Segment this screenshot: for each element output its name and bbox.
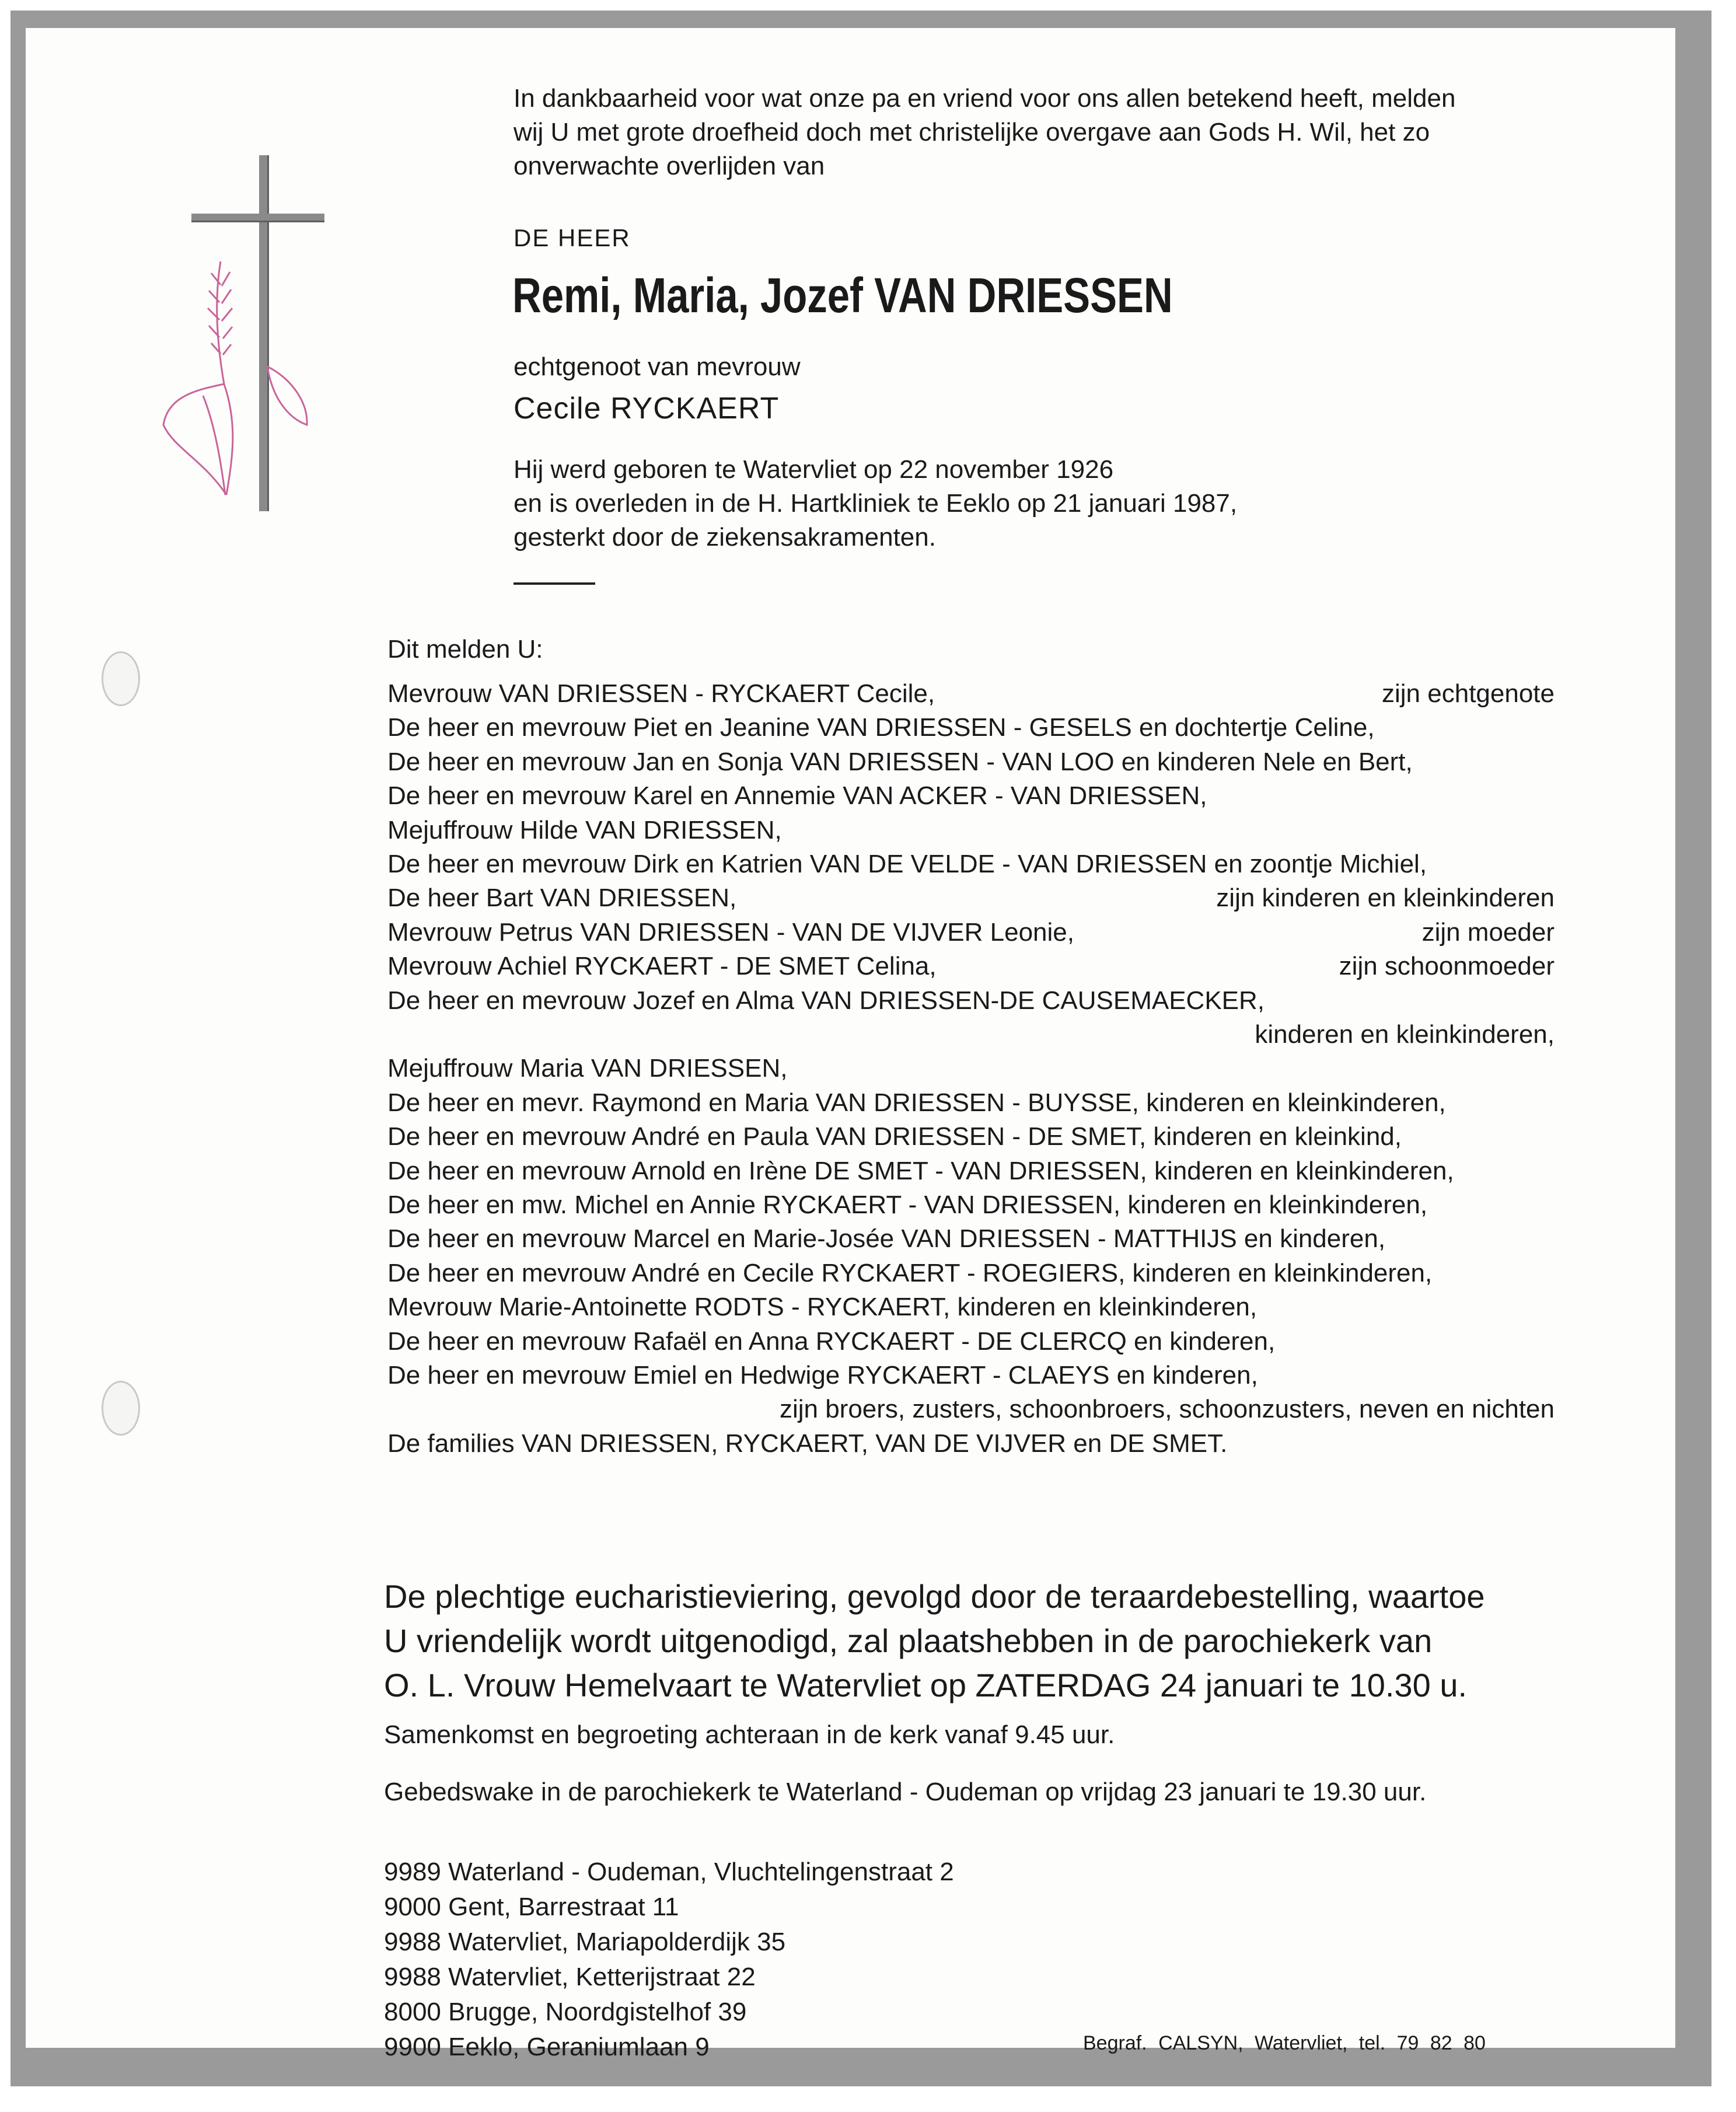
announcer-name: De heer en mevrouw Arnold en Irène DE SMET - VAN DRIESSEN, kinderen en kleinkinderen,: [387, 1156, 1454, 1185]
announcer-name: De heer en mevrouw Piet en Jeanine VAN DRIESSEN - GESELS en dochtertje Celine,: [387, 713, 1375, 742]
announcer-row: [387, 779, 1555, 813]
announcer-name: Mejuffrouw Hilde VAN DRIESSEN,: [387, 815, 782, 844]
announcer-name: De heer en mevrouw Marcel en Marie-Josée VAN DRIESSEN - MATTHIJS en kinderen,: [387, 1224, 1386, 1254]
announcer-row: [387, 745, 1555, 779]
announcer-relation: zijn echtgenote: [1382, 679, 1555, 708]
divider: [514, 582, 595, 585]
announcer-name: Mejuffrouw Maria VAN DRIESSEN,: [387, 1054, 788, 1083]
announcer-name: De heer en mevrouw André en Cecile RYCKAERT - ROEGIERS, kinderen en kleinkinderen,: [387, 1258, 1433, 1287]
announcer-row: [387, 1222, 1555, 1256]
addresses: [384, 1855, 954, 2065]
birth-death-info: [514, 453, 1237, 554]
announcer-name: Mevrouw Achiel RYCKAERT - DE SMET Celina,: [387, 952, 937, 981]
cross-horizontal-beam: [191, 214, 324, 221]
announcer-row: [387, 1392, 1555, 1426]
announcer-row: [387, 984, 1555, 1018]
ceremony-text: [384, 1575, 1485, 1708]
deceased-name: Remi, Maria, Jozef VAN DRIESSEN: [512, 268, 1173, 323]
announcer-row: [387, 949, 1555, 983]
announcer-name: De heer Bart VAN DRIESSEN,: [387, 884, 737, 913]
announcer-row: [387, 1120, 1555, 1154]
announcer-name: De heer en mevrouw André en Paula VAN DRIESSEN - DE SMET, kinderen en kleinkind,: [387, 1122, 1402, 1151]
punch-hole-bottom: [102, 1381, 140, 1436]
announcer-name: De heer en mevrouw Karel en Annemie VAN ACKER - VAN DRIESSEN,: [387, 781, 1207, 811]
announcer-row: [387, 1018, 1555, 1052]
announcer-row: [387, 1256, 1555, 1290]
address-line: 9988 Watervliet, Mariapolderdijk 35: [384, 1928, 786, 1956]
spouse-label: echtgenoot van mevrouw: [514, 352, 801, 381]
announcer-name: De heer en mevr. Raymond en Maria VAN DRIESSEN - BUYSSE, kinderen en kleinkinderen,: [387, 1088, 1446, 1117]
spouse-name: Cecile RYCKAERT: [514, 392, 780, 425]
announcer-row: [387, 677, 1555, 711]
punch-hole-top: [102, 651, 140, 706]
memorial-card: [26, 28, 1675, 2061]
announcer-name: De heer en mevrouw Dirk en Katrien VAN DE VELDE - VAN DRIESSEN en zoontje Michiel,: [387, 850, 1427, 878]
announcer-name: De heer en mw. Michel en Annie RYCKAERT - VAN DRIESSEN, kinderen en kleinkinderen,: [387, 1191, 1428, 1219]
announcer-row: [387, 847, 1555, 881]
announcer-row: [387, 1427, 1555, 1461]
announcer-name: Mevrouw Petrus VAN DRIESSEN - VAN DE VIJVER Leonie,: [387, 917, 1074, 947]
undertaker-info: Begraf. CALSYN, Watervliet, tel. 79 82 80: [1083, 2032, 1486, 2054]
address-line: 9988 Watervliet, Ketterijstraat 22: [384, 1963, 756, 1991]
address-line: 8000 Brugge, Noordgistelhof 39: [384, 1998, 747, 2026]
address-line: 9000 Gent, Barrestraat 11: [384, 1893, 679, 1921]
announcer-row: [387, 1188, 1555, 1222]
address-line: 9989 Waterland - Oudeman, Vluchtelingenstraat 2: [384, 1858, 954, 1886]
intro-line: onverwachte overlijden van: [514, 152, 825, 180]
announcer-row: [387, 711, 1555, 745]
deceased-title: DE HEER: [514, 224, 631, 252]
announcer-name: De families VAN DRIESSEN, RYCKAERT, VAN DE VIJVER en DE SMET.: [387, 1429, 1228, 1458]
announcer-relation: zijn schoonmoeder: [1339, 952, 1555, 981]
announcer-name: Mevrouw Marie-Antoinette RODTS - RYCKAERT, kinderen en kleinkinderen,: [387, 1293, 1258, 1322]
announcer-row: [387, 1154, 1555, 1188]
announcer-name: De heer en mevrouw Emiel en Hedwige RYCKAERT - CLAEYS en kinderen,: [387, 1361, 1258, 1390]
announcer-row: [387, 881, 1555, 915]
announcer-relation: zijn kinderen en kleinkinderen: [1216, 884, 1555, 913]
ceremony-line: O. L. Vrouw Hemelvaart te Watervliet op ZATERDAG 24 januari te 10.30 u.: [384, 1667, 1468, 1703]
announcer-row: [387, 1359, 1555, 1392]
ceremony-line: De plechtige eucharistieviering, gevolgd door de teraardebestelling, waartoe: [384, 1578, 1485, 1615]
ceremony-line: U vriendelijk wordt uitgenodigd, zal plaatshebben in de parochiekerk van: [384, 1622, 1433, 1659]
intro-line: In dankbaarheid voor wat onze pa en vriend voor ons allen betekend heeft, melden: [514, 84, 1456, 113]
intro-text: [514, 82, 1455, 183]
announcer-row: [387, 1052, 1555, 1085]
intro-line: wij U met grote droefheid doch met christelijke overgave aan Gods H. Wil, het zo: [514, 118, 1430, 146]
announcer-name: Mevrouw VAN DRIESSEN - RYCKAERT Cecile,: [387, 679, 935, 708]
announcer-relation: zijn broers, zusters, schoonbroers, schoonzusters, neven en nichten: [779, 1395, 1555, 1424]
announcer-relation: kinderen en kleinkinderen,: [1255, 1020, 1555, 1049]
announcer-name: De heer en mevrouw Rafaël en Anna RYCKAERT - DE CLERCQ en kinderen,: [387, 1326, 1276, 1356]
announcer-relation: zijn moeder: [1421, 917, 1555, 947]
birth-line: Hij werd geboren te Watervliet op 22 november 1926: [514, 455, 1114, 484]
announcer-row: [387, 1290, 1555, 1324]
announcer-row: [387, 814, 1555, 847]
announcer-row: [387, 1086, 1555, 1120]
announcer-row: [387, 916, 1555, 949]
wheat-icon: [151, 250, 320, 501]
announcers-heading: Dit melden U:: [387, 635, 543, 664]
address-line: 9900 Eeklo, Geraniumlaan 9: [384, 2033, 710, 2061]
announcer-name: De heer en mevrouw Jozef en Alma VAN DRIESSEN-DE CAUSEMAECKER,: [387, 986, 1265, 1015]
meeting-info: Samenkomst en begroeting achteraan in de kerk vanaf 9.45 uur.: [384, 1720, 1115, 1749]
announcer-row: [387, 1325, 1555, 1359]
birth-line: gesterkt door de ziekensakramenten.: [514, 523, 936, 551]
birth-line: en is overleden in de H. Hartkliniek te Eeklo op 21 januari 1987,: [514, 489, 1238, 518]
announcer-name: De heer en mevrouw Jan en Sonja VAN DRIESSEN - VAN LOO en kinderen Nele en Bert,: [387, 747, 1413, 776]
wake-info: Gebedswake in de parochiekerk te Waterland - Oudeman op vrijdag 23 januari te 19.30 uur.: [384, 1778, 1427, 1806]
